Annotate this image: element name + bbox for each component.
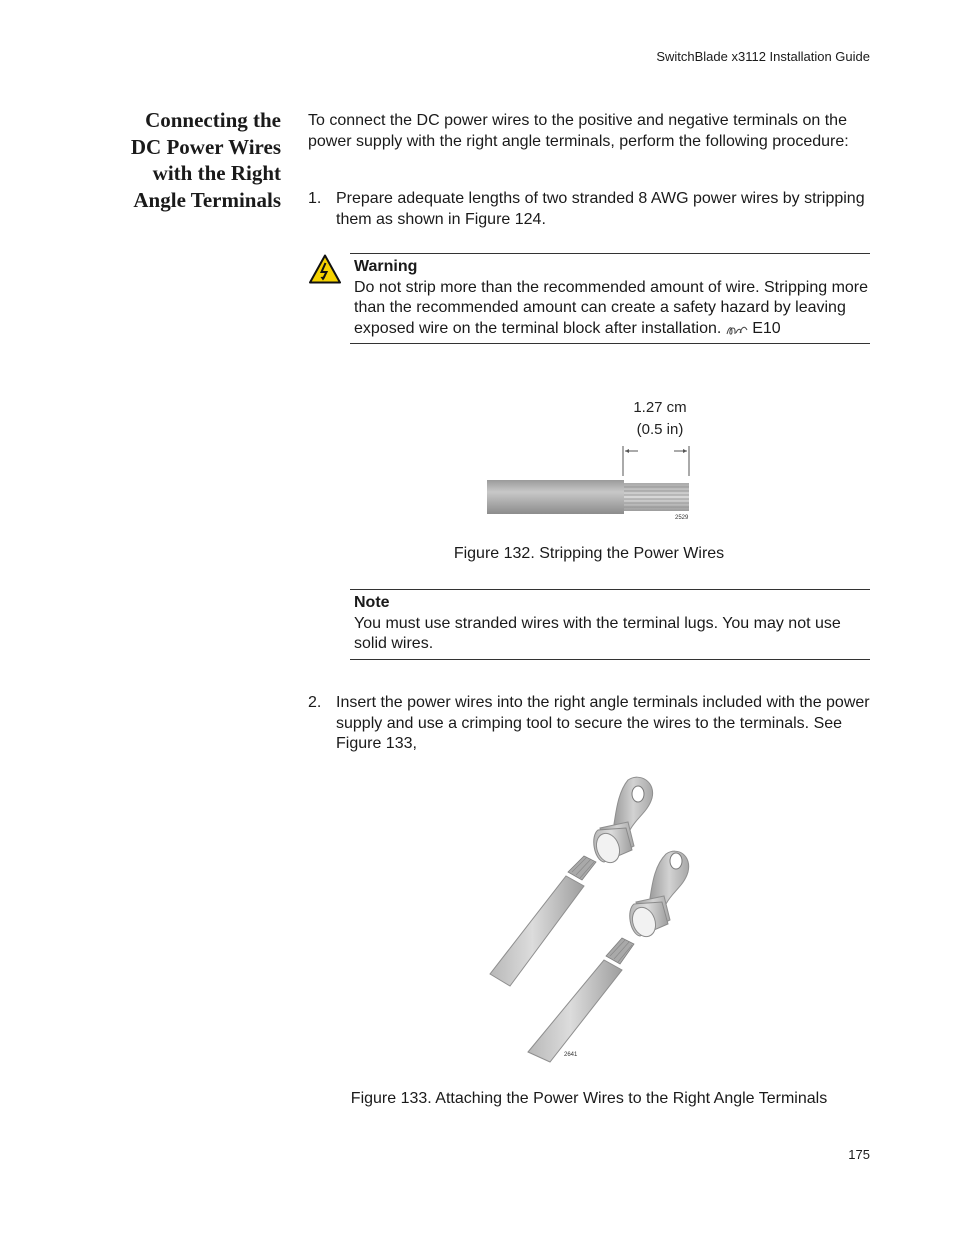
section-title-line: Angle Terminals [133,187,281,212]
note-box [350,589,870,660]
terminal-lug [629,851,689,940]
step-text: Insert the power wires into the right angle terminals included with the power supply and use a crimping tool to secure the wires to the terminals. See Figure 133, [336,694,870,752]
figure-133-caption: Figure 133. Attaching the Power Wires to the Right Angle Terminals [350,1090,828,1107]
page-number: 175 [848,1147,870,1162]
figure-132-caption: Figure 132. Stripping the Power Wires [453,545,725,562]
measurement-cm-label: 1.27 cm [633,399,687,416]
step-number: 2. [308,694,322,711]
note-body: You must use stranded wires with the terminal lugs. You may not use solid wires. [354,614,841,652]
wire-insulation [487,480,624,514]
figure-133-illustration [480,768,705,1068]
section-title-line: with the Right [152,161,281,185]
power-wire [528,938,634,1062]
terminal-lug [593,777,653,866]
power-wire [490,856,596,986]
section-title-line: DC Power Wires [130,134,281,159]
step-number: 1. [308,190,322,207]
section-title-line: Connecting the [145,108,281,132]
section-title [100,107,281,213]
warning-text: Do not strip more than the recommended amount of wire. Stripping more than the recommended amount can create a safety hazard by leaving exposed wire on the terminal block after installation. [354,278,869,337]
art-number: 2529 [675,515,689,521]
figure-132-illustration [480,392,700,522]
running-header: SwitchBlade x3112 Installation Guide [656,49,870,64]
step-1 [308,189,873,230]
intro-paragraph: To connect the DC power wires to the positive and negative terminals on the power supply with the right angle terminals, perform the following procedure: [308,112,849,150]
high-voltage-warning-icon [309,254,341,284]
lug-hole [632,786,644,802]
step-2 [308,693,873,755]
warning-code: E10 [752,319,781,337]
warning-body [354,278,870,340]
handwriting-reference-icon [726,322,748,334]
step-text: Prepare adequate lengths of two stranded 8 AWG power wires by stripping them as shown in Figure 124. [336,190,865,228]
note-bottom-rule [350,659,870,660]
note-title: Note [354,594,390,611]
measurement-in-label: (0.5 in) [636,421,684,438]
warning-title: Warning [354,258,418,275]
warning-box [350,253,870,344]
art-number: 2641 [564,1052,578,1058]
lug-hole [670,853,682,869]
warning-bottom-rule [350,343,870,344]
